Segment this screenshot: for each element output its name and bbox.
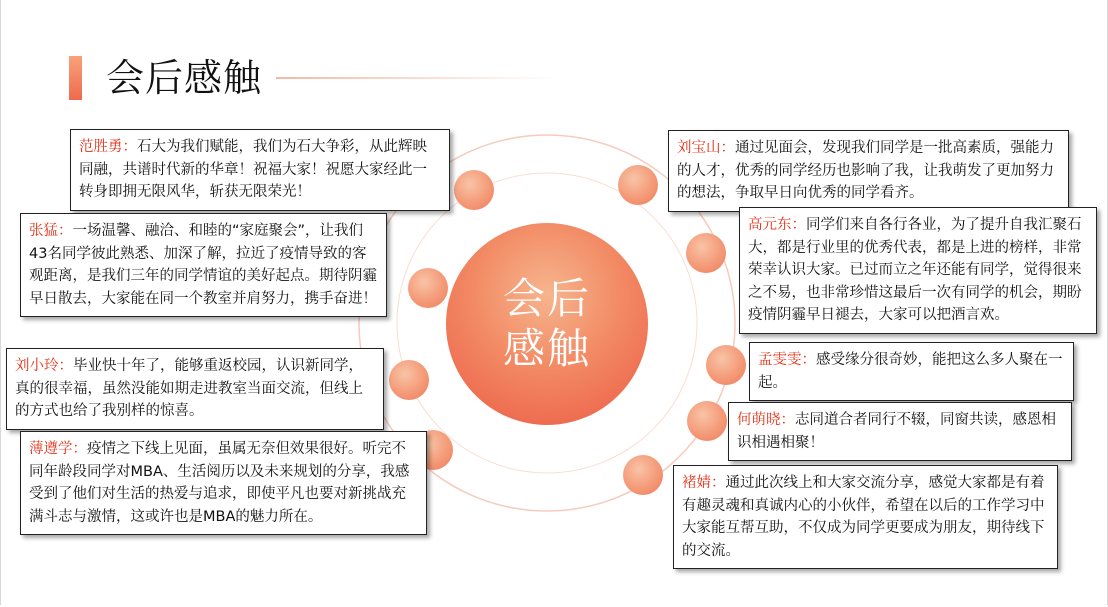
comment-author: 孟雯雯：	[758, 352, 816, 368]
center-label	[487, 274, 607, 374]
comment-card-chu	[673, 465, 1058, 569]
center-label-line2: 感触	[502, 324, 591, 373]
center-label-line1: 会后	[502, 274, 591, 323]
comment-card-liuxl	[6, 348, 384, 430]
center-circle	[446, 223, 648, 425]
comment-card-he	[728, 402, 1072, 461]
comment-author: 高元东：	[748, 217, 806, 233]
comment-author: 刘宝山：	[677, 140, 735, 156]
comment-text: 疫情之下线上见面，虽属无奈但效果很好。听完不同年龄段同学对MBA、生活阅历以及未来规划的分享，我感受到了他们对生活的热爱与追求，即使平凡也要对新挑战充满斗志与激情，这或许也是MBA的魅力所在。	[29, 441, 410, 525]
comment-card-liubs	[668, 130, 1069, 212]
comment-author: 薄遵学：	[29, 441, 87, 457]
comment-author: 张猛：	[29, 223, 73, 239]
comment-text: 感受缘分很奇妙，能把这么多人聚在一起。	[758, 352, 1063, 391]
orbit-dot	[389, 360, 429, 400]
orbit-dot	[454, 170, 494, 210]
orbit-dot	[618, 165, 658, 205]
comment-author: 何萌晓：	[737, 412, 795, 428]
orbit-dot	[706, 345, 746, 385]
comment-text: 石大为我们赋能，我们为石大争彩，从此辉映同融，共谱时代新的华章！祝福大家！祝愿大家经此一转身即拥无限风华，斩获无限荣光！	[79, 139, 427, 200]
comment-card-gao	[739, 207, 1097, 334]
comment-text: 通过见面会，发现我们同学是一批高素质，强能力的人才，优秀的同学经历也影响了我，让我萌发了更加努力的想法，争取早日向优秀的同学看齐。	[677, 140, 1054, 201]
comment-text: 一场温馨、融洽、和睦的“家庭聚会”，让我们43名同学彼此熟悉、加深了解，拉近了疫情导致的客观距离，是我们三年的同学情谊的美好起点。期待阴霾早日散去，大家能在同一个教室并肩努力，携手奋进！	[29, 223, 377, 307]
orbit-dot	[687, 401, 727, 441]
comment-text: 通过此次线上和大家交流分享，感觉大家都是有着有趣灵魂和真诚内心的小伙伴，希望在以后的工作学习中大家能互帮互助，不仅成为同学更要成为朋友，期待线下的交流。	[682, 475, 1045, 559]
comment-card-meng	[749, 342, 1074, 401]
page-title: 会后感触	[106, 56, 263, 100]
comment-card-zhang	[20, 213, 387, 317]
comment-author: 刘小玲：	[15, 358, 73, 374]
comment-author: 褚婧：	[682, 475, 726, 491]
comment-card-fan	[70, 129, 450, 211]
orbit-dot	[686, 233, 726, 273]
comment-text: 志同道合者同行不辍，同窗共读，感恩相识相遇相聚！	[737, 412, 1056, 451]
comment-text: 同学们来自各行各业，为了提升自我汇聚石大，都是行业里的优秀代表，都是上进的榜样，非常荣幸认识大家。已过而立之年还能有同学，觉得很来之不易，也非常珍惜这最后一次有同学的机会，期盼疫情阴霾早日褪去，大家可以把酒言欢。	[748, 217, 1082, 323]
orbit-dot	[623, 455, 663, 495]
orbit-dot	[408, 268, 448, 308]
comment-card-bo	[20, 431, 427, 535]
comment-text: 毕业快十年了，能够重返校园，认识新同学，真的很幸福，虽然没能如期走进教室当面交流，但线上的方式也给了我别样的惊喜。	[15, 358, 363, 419]
comment-author: 范胜勇：	[79, 139, 137, 155]
